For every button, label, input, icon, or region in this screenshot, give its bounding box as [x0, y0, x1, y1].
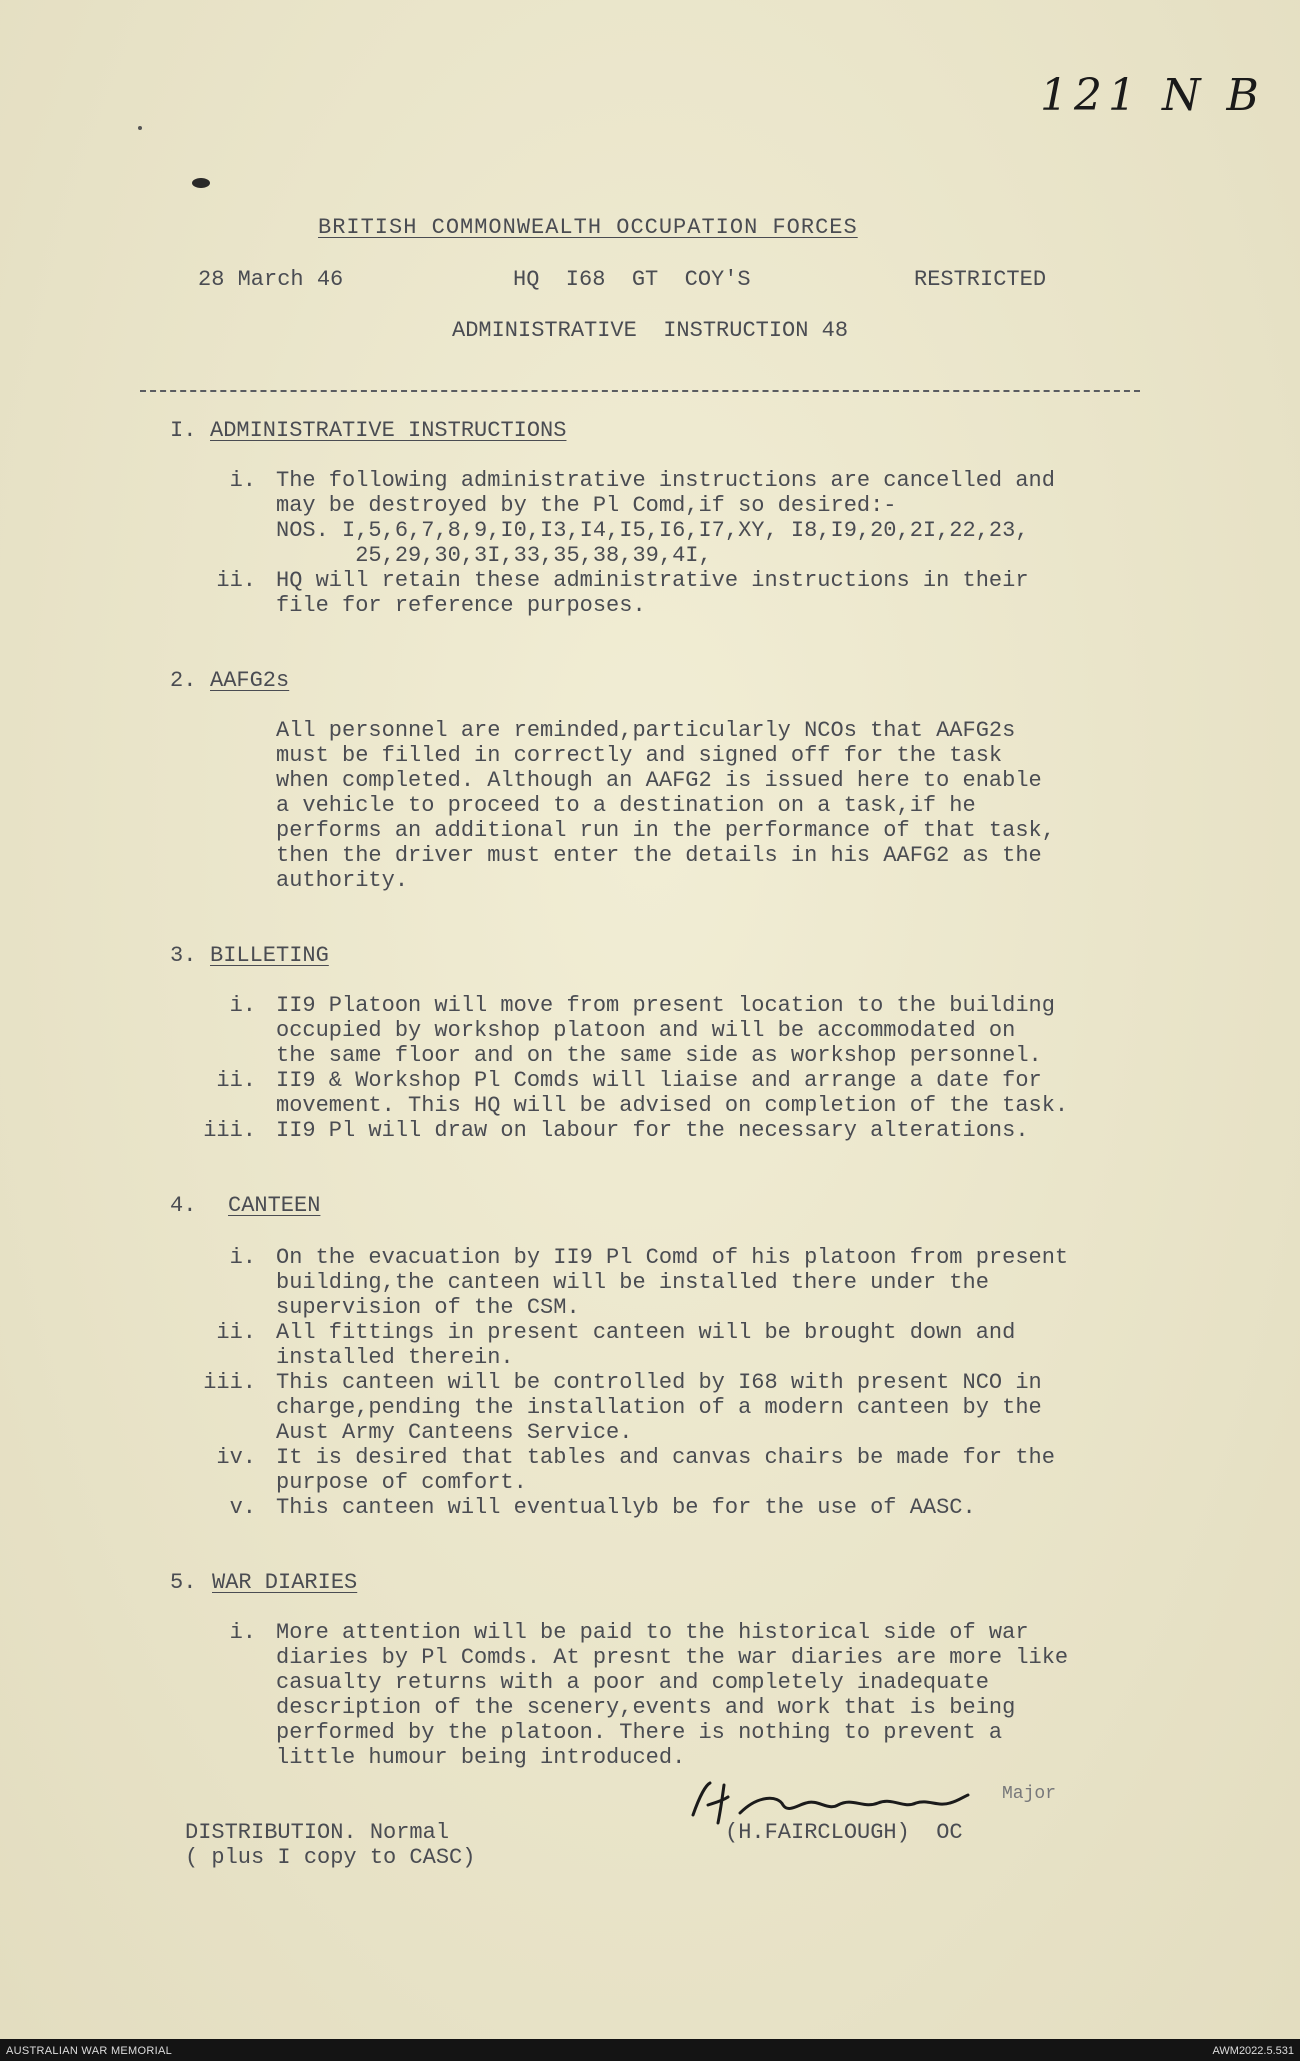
classification-label: RESTRICTED	[914, 267, 1047, 292]
item-number: iii.	[203, 1118, 256, 1143]
item-line: charge,pending the installation of a modern canteen by the	[276, 1395, 1042, 1420]
section-heading: CANTEEN	[228, 1193, 321, 1218]
headquarters-line: HQ I68 GT COY'S	[513, 267, 751, 292]
item-line: HQ will retain these administrative instructions in their	[276, 568, 1029, 593]
item-line: little humour being introduced.	[276, 1745, 686, 1770]
item-line: On the evacuation by II9 Pl Comd of his platoon from present	[276, 1245, 1069, 1270]
item-line: All fittings in present canteen will be brought down and	[276, 1320, 1016, 1345]
item-line: This canteen will be controlled by I68 with present NCO in	[276, 1370, 1042, 1395]
item-line: Aust Army Canteens Service.	[276, 1420, 633, 1445]
item-line: II9 Platoon will move from present location to the building	[276, 993, 1055, 1018]
item-number: v.	[229, 1495, 256, 1520]
section-heading: BILLETING	[210, 943, 329, 968]
item-line: The following administrative instructions are cancelled and	[276, 468, 1055, 493]
archive-name: AUSTRALIAN WAR MEMORIAL	[6, 2045, 173, 2057]
paragraph-line: then the driver must enter the details in his AAFG2 as the	[276, 843, 1042, 868]
distribution-copy-line: ( plus I copy to CASC)	[185, 1845, 476, 1870]
item-line: movement. This HQ will be advised on completion of the task.	[276, 1093, 1069, 1118]
paragraph-line: a vehicle to proceed to a destination on a task,if he	[276, 793, 976, 818]
item-line: II9 & Workshop Pl Comds will liaise and arrange a date for	[276, 1068, 1042, 1093]
item-line: may be destroyed by the Pl Comd,if so desired:-	[276, 493, 897, 518]
item-line: purpose of comfort.	[276, 1470, 527, 1495]
document-title: BRITISH COMMONWEALTH OCCUPATION FORCES	[318, 215, 858, 240]
item-line: the same floor and on the same side as workshop personnel.	[276, 1043, 1042, 1068]
item-line: supervision of the CSM.	[276, 1295, 580, 1320]
item-line: installed therein.	[276, 1345, 514, 1370]
item-line: II9 Pl will draw on labour for the necessary alterations.	[276, 1118, 1029, 1143]
item-number: i.	[229, 1245, 256, 1270]
item-number: iii.	[203, 1370, 256, 1395]
item-line: casualty returns with a poor and completely inadequate	[276, 1670, 989, 1695]
item-number: ii.	[216, 568, 256, 593]
paragraph-line: authority.	[276, 868, 409, 893]
document-date: 28 March 46	[198, 267, 344, 292]
ink-blot	[192, 178, 210, 188]
archive-reference: AWM2022.5.531	[1212, 2045, 1294, 2057]
section-heading: ADMINISTRATIVE INSTRUCTIONS	[210, 418, 567, 443]
paragraph-line: All personnel are reminded,particularly NCOs that AAFG2s	[276, 718, 1016, 743]
item-number: i.	[229, 468, 256, 493]
item-line: It is desired that tables and canvas chairs be made for the	[276, 1445, 1055, 1470]
item-number: ii.	[216, 1068, 256, 1093]
ink-dot	[138, 126, 142, 130]
section-number: 5.	[170, 1570, 197, 1595]
item-line: performed by the platoon. There is nothing to prevent a	[276, 1720, 1003, 1745]
item-line: file for reference purposes.	[276, 593, 646, 618]
item-number: ii.	[216, 1320, 256, 1345]
item-line: building,the canteen will be installed there under the	[276, 1270, 989, 1295]
item-line: 25,29,30,3I,33,35,38,39,4I,	[276, 543, 712, 568]
item-number: i.	[229, 1620, 256, 1645]
section-number: 3.	[170, 943, 197, 968]
item-line: occupied by workshop platoon and will be accommodated on	[276, 1018, 1016, 1043]
section-heading: WAR DIARIES	[212, 1570, 358, 1595]
section-number: I.	[170, 418, 197, 443]
item-line: More attention will be paid to the historical side of war	[276, 1620, 1029, 1645]
section-heading: AAFG2s	[210, 668, 290, 693]
section-number: 2.	[170, 668, 197, 693]
paragraph-line: performs an additional run in the performance of that task,	[276, 818, 1055, 843]
item-line: description of the scenery,events and work that is being	[276, 1695, 1016, 1720]
handwritten-reference-note: 121 N B	[1040, 70, 1265, 121]
paragraph-line: when completed. Although an AAFG2 is issued here to enable	[276, 768, 1042, 793]
paragraph-line: must be filled in correctly and signed off for the task	[276, 743, 1003, 768]
distribution-line: DISTRIBUTION. Normal	[185, 1820, 450, 1845]
header-divider	[140, 390, 1140, 392]
signatory-rank: Major	[1002, 1784, 1057, 1804]
item-line: NOS. I,5,6,7,8,9,I0,I3,I4,I5,I6,I7,XY, I8,I9,20,2I,22,23,	[276, 518, 1029, 543]
item-line: diaries by Pl Comds. At presnt the war diaries are more like	[276, 1645, 1069, 1670]
item-number: iv.	[216, 1445, 256, 1470]
instruction-title: ADMINISTRATIVE INSTRUCTION 48	[452, 318, 849, 343]
item-line: This canteen will eventuallyb be for the use of AASC.	[276, 1495, 976, 1520]
item-number: i.	[229, 993, 256, 1018]
signatory-name: (H.FAIRCLOUGH) OC	[725, 1820, 963, 1845]
section-number: 4.	[170, 1193, 197, 1218]
archive-footer	[0, 2041, 1300, 2061]
